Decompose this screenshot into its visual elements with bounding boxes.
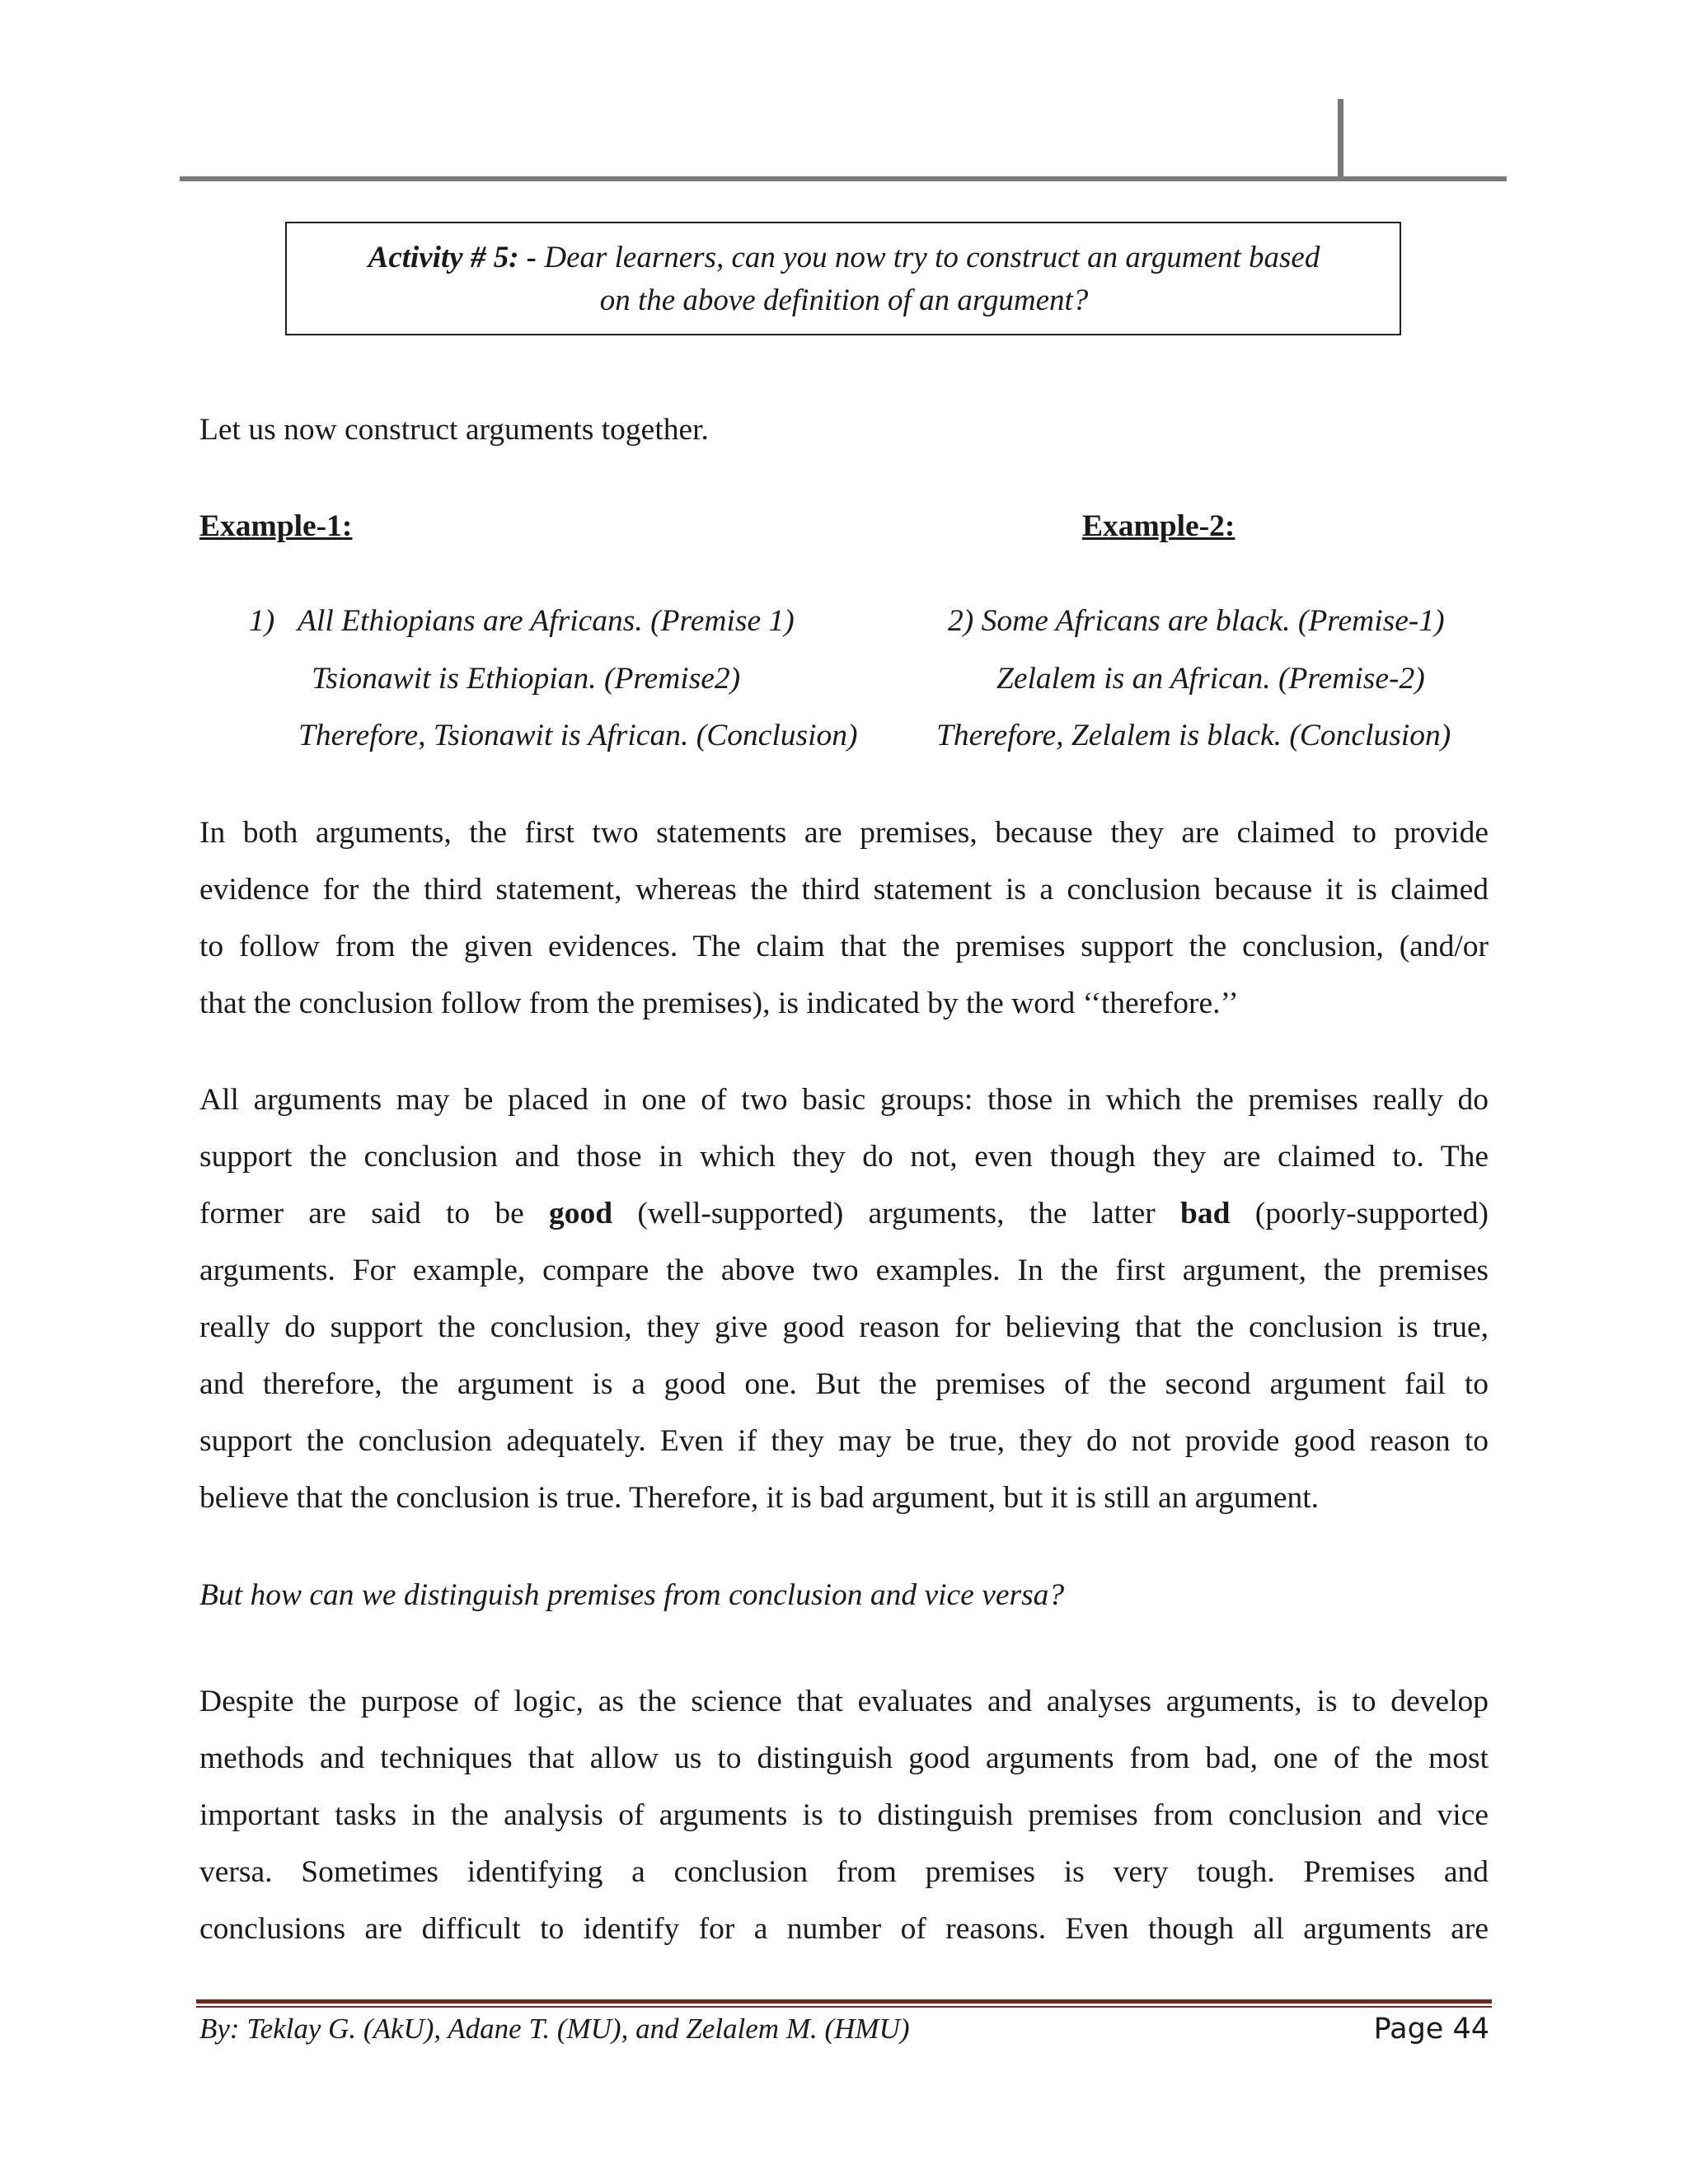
footer-rule [196,1999,1492,2004]
footer-authors: By: Teklay G. (AkU), Adane T. (MU), and Zelalem M. (HMU) [199,2013,910,2045]
footer-rule-thin [196,2006,1492,2008]
paragraph2-text: former are said to be [199,1197,550,1230]
paragraph2-line: and therefore, the argument is a good one. But the premises of the second argument fail to [199,1367,1489,1401]
activity-text-line1: Dear learners, can you now try to construct an argument based [537,241,1320,274]
paragraph1-line: evidence for the third statement, whereas the third statement is a conclusion because it is claimed [199,873,1489,907]
example1-heading: Example-1: [199,509,353,543]
paragraph3-line: important tasks in the analysis of arguments is to distinguish premises from conclusion and vice [199,1798,1489,1832]
paragraph3-line: methods and techniques that allow us to distinguish good arguments from bad, one of the most [199,1741,1489,1775]
example1-premise2: Tsionawit is Ethiopian. (Premise2) [312,662,741,696]
header-tick [1338,99,1343,180]
paragraph2-line: All arguments may be placed in one of two basic groups: those in which the premises really do [199,1083,1489,1117]
paragraph1-line: that the conclusion follow from the premises), is indicated by the word ‘‘therefore.’’ [199,987,1239,1020]
activity-label: Activity # 5: - [368,241,537,274]
header-rule [180,176,1507,181]
paragraph3-line: Despite the purpose of logic, as the science that evaluates and analyses arguments, is to develop [199,1685,1489,1718]
paragraph2-line: support the conclusion adequately. Even if they may be true, they do not provide good reason to [199,1424,1489,1458]
paragraph-argument-groups [199,1071,1489,1526]
paragraph2-line: really do support the conclusion, they give good reason for believing that the conclusion is true, [199,1310,1489,1344]
example1-number: 1) [249,604,275,638]
activity-box [285,222,1401,335]
example1-premise1: All Ethiopians are Africans. (Premise 1) [298,604,795,638]
term-bad: bad [1180,1197,1231,1230]
paragraph-purpose-of-logic [199,1673,1489,1957]
example2-heading: Example-2: [1082,509,1236,543]
paragraph-both-arguments [199,804,1489,1032]
paragraph2-line: arguments. For example, compare the above two examples. In the first argument, the premises [199,1254,1489,1287]
paragraph2-text: (poorly-supported) [1230,1197,1489,1230]
paragraph1-line: In both arguments, the first two statements are premises, because they are claimed to provide [199,816,1489,850]
example2-conclusion: Therefore, Zelalem is black. (Conclusion) [936,719,1451,752]
example2-premise2: Zelalem is an African. (Premise-2) [996,662,1425,696]
example2-premise1: 2) Some Africans are black. (Premise-1) [948,604,1445,638]
paragraph2-text: (well-supported) arguments, the latter [612,1197,1181,1230]
paragraph1-line: to follow from the given evidences. The claim that the premises support the conclusion, (and/or [199,930,1489,963]
page-number: Page 44 [1373,2013,1489,2046]
activity-text-line2: on the above definition of an argument? [599,284,1089,317]
question-text: But how can we distinguish premises from conclusion and vice versa? [199,1578,1065,1612]
paragraph3-line: versa. Sometimes identifying a conclusion from premises is very tough. Premises and [199,1855,1489,1889]
example1-conclusion: Therefore, Tsionawit is African. (Conclusion) [298,719,858,752]
term-good: good [549,1197,613,1230]
paragraph2-line: support the conclusion and those in which they do not, even though they are claimed to. The [199,1140,1489,1174]
intro-text: Let us now construct arguments together. [199,413,709,447]
paragraph3-line: conclusions are difficult to identify for a number of reasons. Even though all arguments are [199,1912,1489,1946]
paragraph2-line: believe that the conclusion is true. Therefore, it is bad argument, but it is still an argument. [199,1481,1320,1515]
paragraph2-line3 [199,1185,1489,1242]
